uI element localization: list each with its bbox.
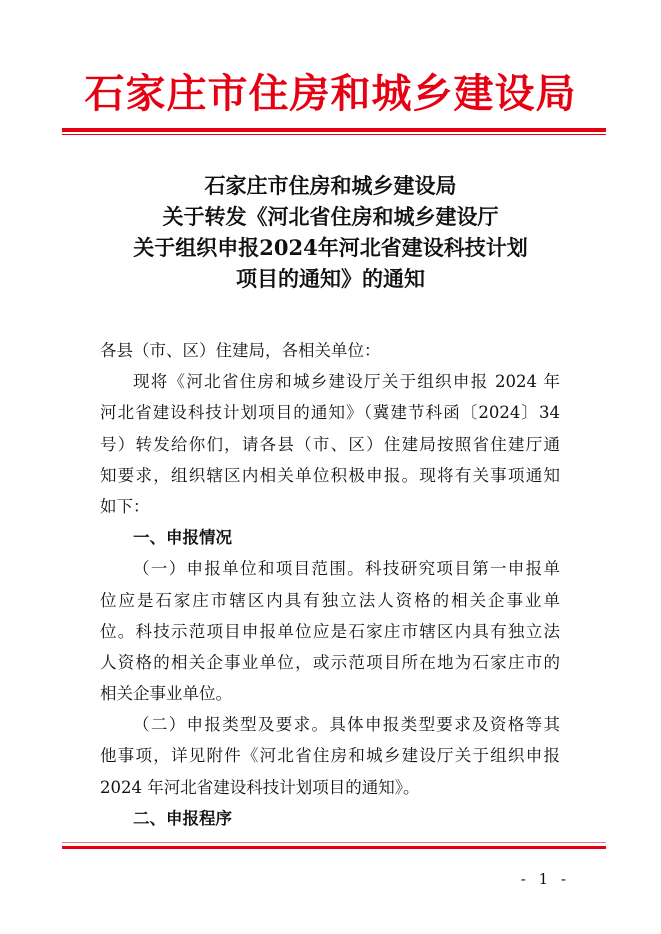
- paragraph-line: 位。科技示范项目申报单位应是石家庄市辖区内具有独立法: [100, 621, 560, 641]
- section-heading: 二、申报程序: [133, 808, 232, 828]
- paragraph-line: 知要求，组织辖区内相关单位积极申报。现将有关事项通知: [100, 465, 560, 485]
- page-number: - 1 -: [520, 870, 570, 888]
- masthead-title: 石家庄市住房和城乡建设局: [84, 70, 577, 117]
- footer-red-rule: [62, 846, 606, 849]
- header-red-rule-thin: [62, 134, 606, 135]
- paragraph-line: （二）申报类型及要求。具体申报类型要求及资格等其: [133, 715, 560, 735]
- title-line: 项目的通知》的通知: [236, 266, 425, 291]
- paragraph-line: 位应是石家庄市辖区内具有独立法人资格的相关企事业单: [100, 590, 560, 610]
- salutation: 各县（市、区）住建局，各相关单位：: [100, 341, 381, 360]
- paragraph-line: 现将《河北省住房和城乡建设厅关于组织申报 2024 年: [133, 372, 560, 392]
- section-heading: 一、申报情况: [133, 528, 232, 548]
- paragraph-line: 如下：: [100, 496, 150, 516]
- document-title: [60, 170, 601, 294]
- footer-red-rule-thin: [62, 842, 606, 843]
- paragraph-line: 他事项，详见附件《河北省住房和城乡建设厅关于组织申报: [100, 746, 560, 766]
- paragraph-line: 人资格的相关企事业单位，或示范项目所在地为石家庄市的: [100, 652, 560, 672]
- paragraph-line: 2024 年河北省建设科技计划项目的通知》。: [100, 777, 420, 797]
- paragraph-line: 河北省建设科技计划项目的通知》（冀建节科函〔2024〕34: [100, 403, 560, 423]
- paragraph-line: 相关企事业单位。: [100, 684, 232, 704]
- document-body: [100, 335, 560, 834]
- title-line: 关于组织申报2024年河北省建设科技计划: [133, 235, 528, 260]
- header-red-rule: [62, 128, 606, 132]
- title-line: 石家庄市住房和城乡建设局: [204, 173, 457, 198]
- title-line: 关于转发《河北省住房和城乡建设厅: [162, 204, 499, 229]
- paragraph-line: （一）申报单位和项目范围。科技研究项目第一申报单: [133, 559, 560, 579]
- paragraph-line: 号）转发给你们，请各县（市、区）住建局按照省住建厅通: [100, 434, 560, 454]
